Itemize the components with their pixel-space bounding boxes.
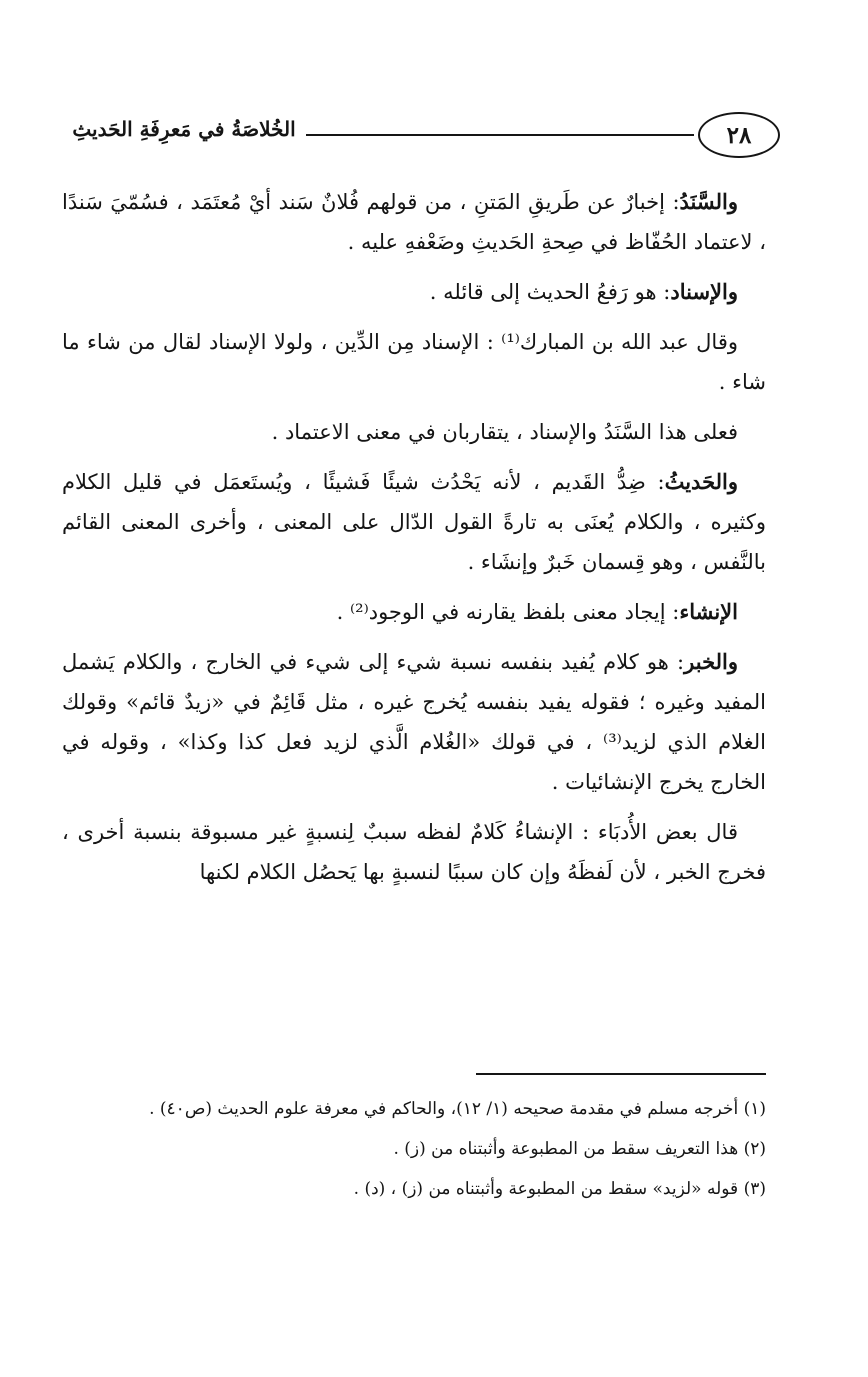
paragraph-text: : إيجاد معنى بلفظ يقارنه في الوجود⁽²⁾ . — [336, 600, 680, 624]
paragraph-text: : ضِدُّ القَديم ، لأنه يَحْدُث شيئًا فَشيئًا ، ويُستَعمَل في قليل الكلام وكثيره ، والكلام يُعنَى به تارةً القول الدّال على المعنى ، وأخرى المعنى القائم بالنَّفس ، وهو قِسمان خَبرٌ وإنشَاء . — [62, 470, 766, 574]
paragraph-term: والخبر — [684, 649, 738, 674]
paragraph-text: فعلى هذا السَّنَدُ والإسناد ، يتقاربان في معنى الاعتماد . — [271, 420, 738, 444]
footnotes — [62, 1092, 766, 1212]
footnote-marker: (٢) — [743, 1139, 766, 1159]
footnote-text: قوله «لزيد» سقط من المطبوعة وأثبتناه من (ز) ، (د) . — [353, 1179, 739, 1199]
paragraph-term: والحَديثُ — [664, 469, 738, 494]
header-rule — [306, 134, 694, 136]
paragraph-text: وقال عبد الله بن المبارك⁽¹⁾ : الإسناد مِن الدِّين ، ولولا الإسناد لقال من شاء ما شاء . — [62, 330, 766, 394]
paragraph — [62, 182, 766, 262]
page-number: ٢٨ — [698, 112, 780, 158]
paragraph-term: والسَّنَدُ — [679, 189, 738, 214]
footnote — [62, 1092, 766, 1126]
footnote — [62, 1172, 766, 1206]
page-header — [64, 112, 780, 162]
paragraph-text: : إخبارٌ عن طَريقِ المَتنِ ، من قولهم فُلانٌ سَند أيْ مُعتَمَد ، فسُمّيَ سَندًا ، لاعتماد الحُفّاظ في صِحةِ الحَديثِ وضَعْفهِ عليه . — [62, 190, 766, 254]
body-text — [62, 182, 766, 902]
paragraph-text: : هو كلام يُفيد بنفسه نسبة شيء إلى شيء في الخارج ، والكلام يَشمل المفيد وغيره ؛ فقوله يفيد بنفسه يُخرج غيره ، مثل قَائِمٌ في «زيدٌ قائم» وقولك الغلام الذي لزيد⁽³⁾ ، في قولك «الغُلام الَّذي لزيد فعل كذا وكذا» ، وقوله في الخارج يخرج الإنشائيات . — [62, 650, 767, 794]
paragraph — [62, 812, 766, 892]
paragraph-term: والإسناد — [670, 279, 738, 304]
paragraph — [62, 642, 766, 802]
paragraph — [62, 592, 766, 632]
footnote-marker: (٣) — [743, 1179, 766, 1199]
book-title: الخُلاصَةُ في مَعرِفَةِ الحَديثِ — [72, 117, 296, 141]
paragraph — [62, 462, 766, 582]
paragraph-text: : هو رَفعُ الحديث إلى قائله . — [429, 280, 671, 304]
footnote — [62, 1132, 766, 1166]
footnote-text: أخرجه مسلم في مقدمة صحيحه (١/ ١٢)، والحاكم في معرفة علوم الحديث (ص٤٠) . — [149, 1099, 739, 1119]
paragraph-text: قال بعض الأُدبَاء : الإنشاءُ كَلامٌ لفظه سببٌ لِنسبةٍ غير مسبوقة بنسبة أخرى ، فخرج الخبر ، لأن لَفظَهُ وإن كان سببًا لنسبةٍ بها يَحصُل الكلام لكنها — [62, 820, 766, 884]
paragraph-term: الإنشاء — [679, 599, 738, 624]
paragraph — [62, 412, 766, 452]
paragraph — [62, 272, 766, 312]
footnote-rule — [476, 1073, 766, 1075]
footnote-marker: (١) — [743, 1099, 766, 1119]
paragraph — [62, 322, 766, 402]
footnote-text: هذا التعريف سقط من المطبوعة وأثبتناه من (ز) . — [393, 1139, 739, 1159]
